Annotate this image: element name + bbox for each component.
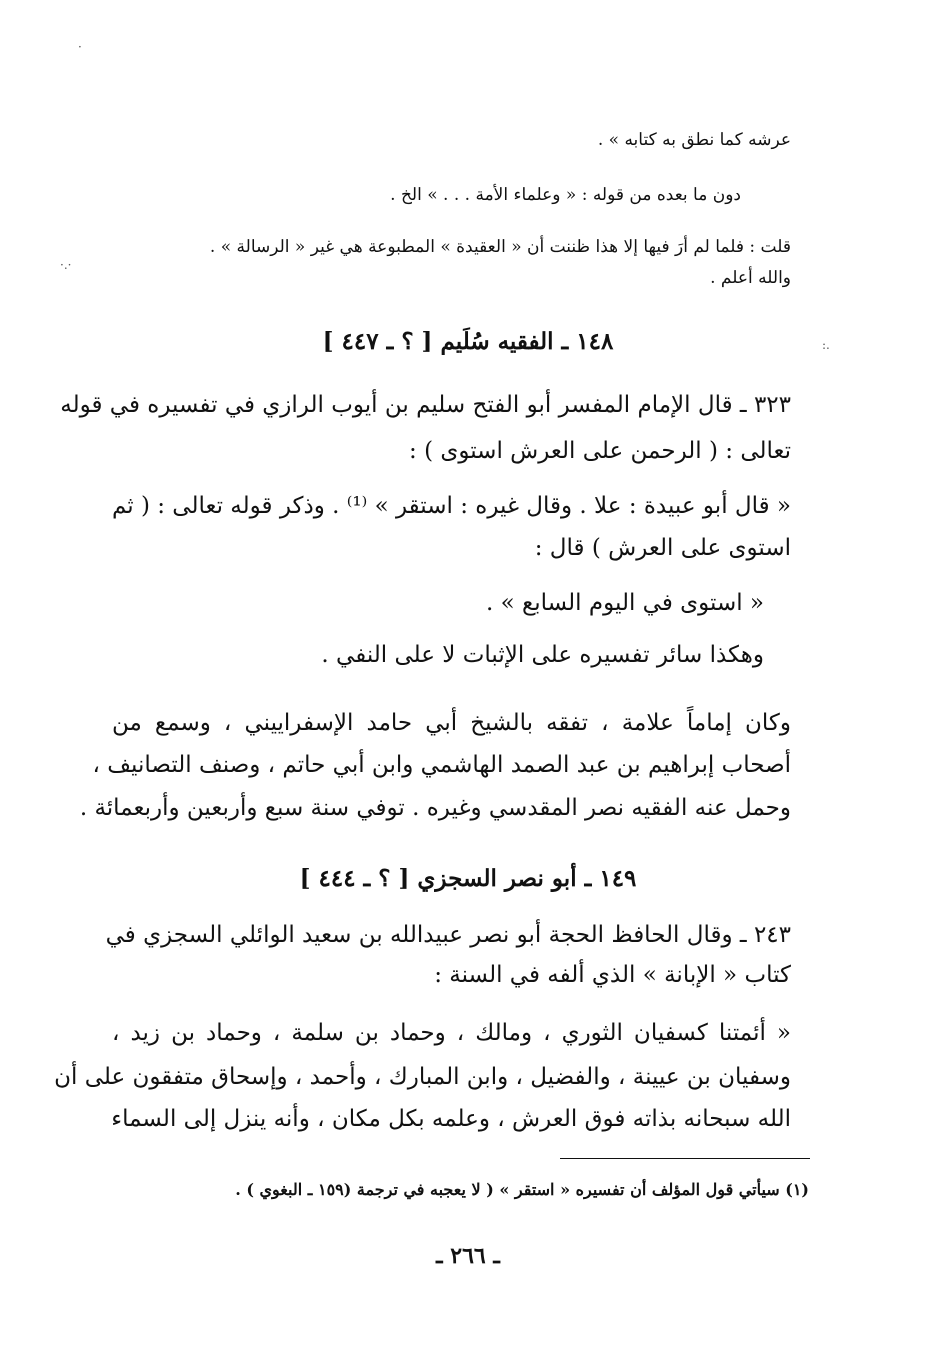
section-149-para1-line1: ٢٤٣ ـ وقال الحافظ الحجة أبو نصر عبيدالله بن سعيد الوائلي السجزي في <box>105 922 791 948</box>
text-line-1: عرشه كما نطق به كتابه » . <box>597 130 791 150</box>
section-148-para1-line1: ٣٢٣ ـ قال الإمام المفسر أبو الفتح سليم بن أيوب الرازي في تفسيره في قوله <box>60 392 791 418</box>
section-149-para2-line1: « أئمتنا كسفيان الثوري ، ومالك ، وحماد بن سلمة ، وحماد بن زيد ، <box>112 1020 791 1046</box>
text-line-4: والله أعلم . <box>710 268 791 288</box>
scan-speck: :. <box>822 338 830 352</box>
footnote: (١) سيأتي قول المؤلف أن تفسيره « استقر » ( لا يعجبه في ترجمة (١٥٩ ـ البغوي ) . <box>235 1180 809 1199</box>
section-148-para5-line3: وحمل عنه الفقيه نصر المقدسي وغيره . توفي سنة سبع وأربعين وأربعمائة . <box>79 795 791 821</box>
section-149-para1-line2: كتاب « الإبانة » الذي ألفه في السنة : <box>434 962 791 988</box>
section-149-para2-line2: وسفيان بن عيينة ، والفضيل ، وابن المبارك ، وأحمد ، وإسحاق متفقون على أن <box>54 1064 791 1090</box>
section-148-para5-line1: وكان إماماً علامة ، تفقه بالشيخ أبي حامد الإسفراييني ، وسمع من <box>112 710 791 736</box>
section-149-heading: ١٤٩ ـ أبو نصر السجزي [ ؟ ـ ٤٤٤ ] <box>299 865 637 892</box>
section-148-para2-line1: « قال أبو عبيدة : علا . وقال غيره : استقر » ⁽¹⁾ . وذكر قوله تعالى : ( ثم <box>111 493 791 519</box>
section-148-para2-line2: استوى على العرش ) قال : <box>534 535 791 561</box>
section-148-para1-line2: تعالى : ( الرحمن على العرش استوى ) : <box>409 438 791 464</box>
footnote-divider <box>560 1158 810 1159</box>
section-148-para4: وهكذا سائر تفسيره على الإثبات لا على النفي . <box>321 642 764 668</box>
section-149-para2-line3: الله سبحانه بذاته فوق العرش ، وعلمه بكل مكان ، وأنه ينزل إلى السماء <box>111 1106 791 1132</box>
text-line-3: قلت : فلما لم أرَ فيها إلا هذا ظننت أن « العقيدة » المطبوعة هي غير « الرسالة » . <box>209 237 791 257</box>
section-148-para5-line2: أصحاب إبراهيم بن عبد الصمد الهاشمي وابن أبي حاتم ، وصنف التصانيف ، <box>92 752 791 778</box>
section-148-quote: « استوى في اليوم السابع » . <box>486 590 764 616</box>
section-148-heading: ١٤٨ ـ الفقيه سُلَيم [ ؟ ـ ٤٤٧ ] <box>322 328 614 355</box>
text-line-2: دون ما بعده من قوله : « وعلماء الأمة . . . » الخ . <box>390 185 741 205</box>
scan-speck: · <box>78 40 82 54</box>
page-number: ـ ٢٦٦ ـ <box>436 1243 500 1269</box>
scan-speck: ·.· <box>60 258 72 272</box>
